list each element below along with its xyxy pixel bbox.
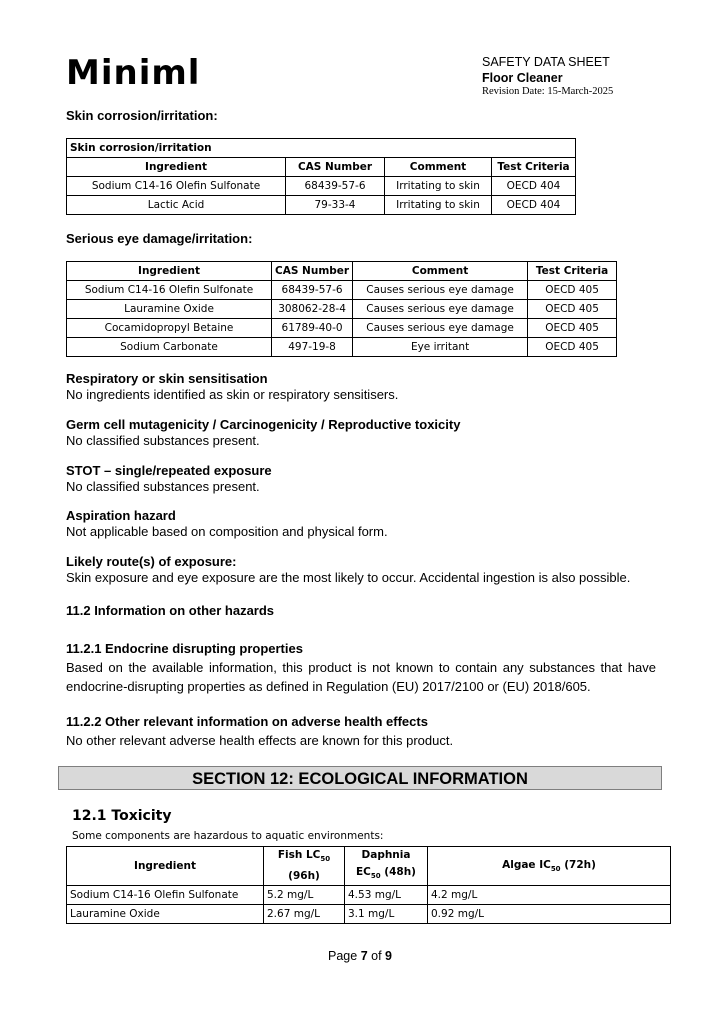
table-row xyxy=(67,338,617,357)
section-heading: Likely route(s) of exposure: xyxy=(66,554,237,569)
toxicity-heading: 12.1 Toxicity xyxy=(72,808,172,824)
page-total: 9 xyxy=(385,949,392,963)
skin-heading: Skin corrosion/irritation: xyxy=(66,108,218,123)
cell: OECD 405 xyxy=(528,338,617,357)
brand-logo: Miniml xyxy=(66,53,201,93)
page-number xyxy=(0,949,720,963)
section-text: Not applicable based on composition and physical form. xyxy=(66,524,388,539)
col-header-fish xyxy=(264,847,345,886)
col-header: Comment xyxy=(385,158,492,177)
cell: OECD 404 xyxy=(492,196,576,215)
cell: Cocamidopropyl Betaine xyxy=(67,319,272,338)
section-text: No classified substances present. xyxy=(66,479,260,494)
cell: Causes serious eye damage xyxy=(353,281,528,300)
col-header: Ingredient xyxy=(67,847,264,886)
cell: OECD 404 xyxy=(492,177,576,196)
fish-sub: 50 xyxy=(320,855,331,864)
other-effects-text: No other relevant adverse health effects are known for this product. xyxy=(66,733,454,748)
cell: Sodium C14-16 Olefin Sulfonate xyxy=(67,281,272,300)
cell: 0.92 mg/L xyxy=(428,905,671,924)
cell: OECD 405 xyxy=(528,281,617,300)
daphnia-sub: 50 xyxy=(370,872,381,881)
cell: OECD 405 xyxy=(528,300,617,319)
cell: 4.53 mg/L xyxy=(345,886,428,905)
cell: 2.67 mg/L xyxy=(264,905,345,924)
cell: 308062-28-4 xyxy=(272,300,353,319)
cell: Lauramine Oxide xyxy=(67,905,264,924)
table-row xyxy=(67,300,617,319)
cell: Eye irritant xyxy=(353,338,528,357)
table-row xyxy=(67,905,671,924)
section-heading: Aspiration hazard xyxy=(66,508,176,523)
col-header: CAS Number xyxy=(286,158,385,177)
endocrine-text: Based on the available information, this product is not known to contain any substances that have endocrine-disrupting properties as defined in Regulation (EU) 2017/2100 or (EU) 2018/605. xyxy=(66,660,656,694)
section-heading: STOT – single/repeated exposure xyxy=(66,463,272,478)
daphnia-label: Daphnia xyxy=(361,849,411,861)
section-text: Skin exposure and eye exposure are the most likely to occur. Accidental ingestion is also possible. xyxy=(66,570,631,585)
col-header: Test Criteria xyxy=(492,158,576,177)
daphnia-ec: EC xyxy=(356,866,371,878)
page-label: Page xyxy=(328,949,361,963)
cell: 79-33-4 xyxy=(286,196,385,215)
col-header-algae xyxy=(428,847,671,886)
cell: Causes serious eye damage xyxy=(353,319,528,338)
page-of: of xyxy=(367,949,386,963)
cell: Lactic Acid xyxy=(67,196,286,215)
skin-table xyxy=(66,138,576,215)
cell: 497-19-8 xyxy=(272,338,353,357)
section-heading: Respiratory or skin sensitisation xyxy=(66,371,268,386)
toxicity-table xyxy=(66,846,671,924)
cell: 61789-40-0 xyxy=(272,319,353,338)
cell: Irritating to skin xyxy=(385,177,492,196)
cell: 68439-57-6 xyxy=(272,281,353,300)
col-header: Ingredient xyxy=(67,158,286,177)
cell: Irritating to skin xyxy=(385,196,492,215)
cell: Sodium C14-16 Olefin Sulfonate xyxy=(67,177,286,196)
table-row xyxy=(67,886,671,905)
cell: Causes serious eye damage xyxy=(353,300,528,319)
eye-table xyxy=(66,261,617,357)
col-header: Test Criteria xyxy=(528,262,617,281)
section-heading: Germ cell mutagenicity / Carcinogenicity / Reproductive toxicity xyxy=(66,417,461,432)
other-effects-heading: 11.2.2 Other relevant information on adverse health effects xyxy=(66,714,428,729)
fish-label: Fish LC xyxy=(277,849,321,861)
section-text: No classified substances present. xyxy=(66,433,260,448)
table-row xyxy=(67,177,576,196)
section-text: No ingredients identified as skin or respiratory sensitisers. xyxy=(66,387,399,402)
cell: 4.2 mg/L xyxy=(428,886,671,905)
eye-heading: Serious eye damage/irritation: xyxy=(66,231,253,246)
algae-label: Algae IC xyxy=(502,859,551,871)
toxicity-text: Some components are hazardous to aquatic environments: xyxy=(72,830,384,842)
cell: 3.1 mg/L xyxy=(345,905,428,924)
revision-date: Revision Date: 15-March-2025 xyxy=(482,86,614,97)
cell: Sodium C14-16 Olefin Sulfonate xyxy=(67,886,264,905)
fish-duration: (96h) xyxy=(288,870,320,883)
table-row xyxy=(67,319,617,338)
cell: Sodium Carbonate xyxy=(67,338,272,357)
table-row xyxy=(67,196,576,215)
skin-table-caption: Skin corrosion/irritation xyxy=(67,139,576,158)
col-header-daphnia xyxy=(345,847,428,886)
table-row xyxy=(67,281,617,300)
daphnia-duration: (48h) xyxy=(380,866,416,878)
doc-type: SAFETY DATA SHEET xyxy=(482,55,610,69)
product-name: Floor Cleaner xyxy=(482,71,563,85)
page-current: 7 xyxy=(360,949,368,963)
col-header: Ingredient xyxy=(67,262,272,281)
cell: Lauramine Oxide xyxy=(67,300,272,319)
col-header: Comment xyxy=(353,262,528,281)
other-hazards-heading: 11.2 Information on other hazards xyxy=(66,603,275,618)
endocrine-heading: 11.2.1 Endocrine disrupting properties xyxy=(66,641,303,656)
section-12-title: SECTION 12: ECOLOGICAL INFORMATION xyxy=(58,766,662,790)
algae-sub: 50 xyxy=(550,865,561,874)
cell: OECD 405 xyxy=(528,319,617,338)
cell: 5.2 mg/L xyxy=(264,886,345,905)
cell: 68439-57-6 xyxy=(286,177,385,196)
algae-duration: (72h) xyxy=(560,859,596,871)
col-header: CAS Number xyxy=(272,262,353,281)
